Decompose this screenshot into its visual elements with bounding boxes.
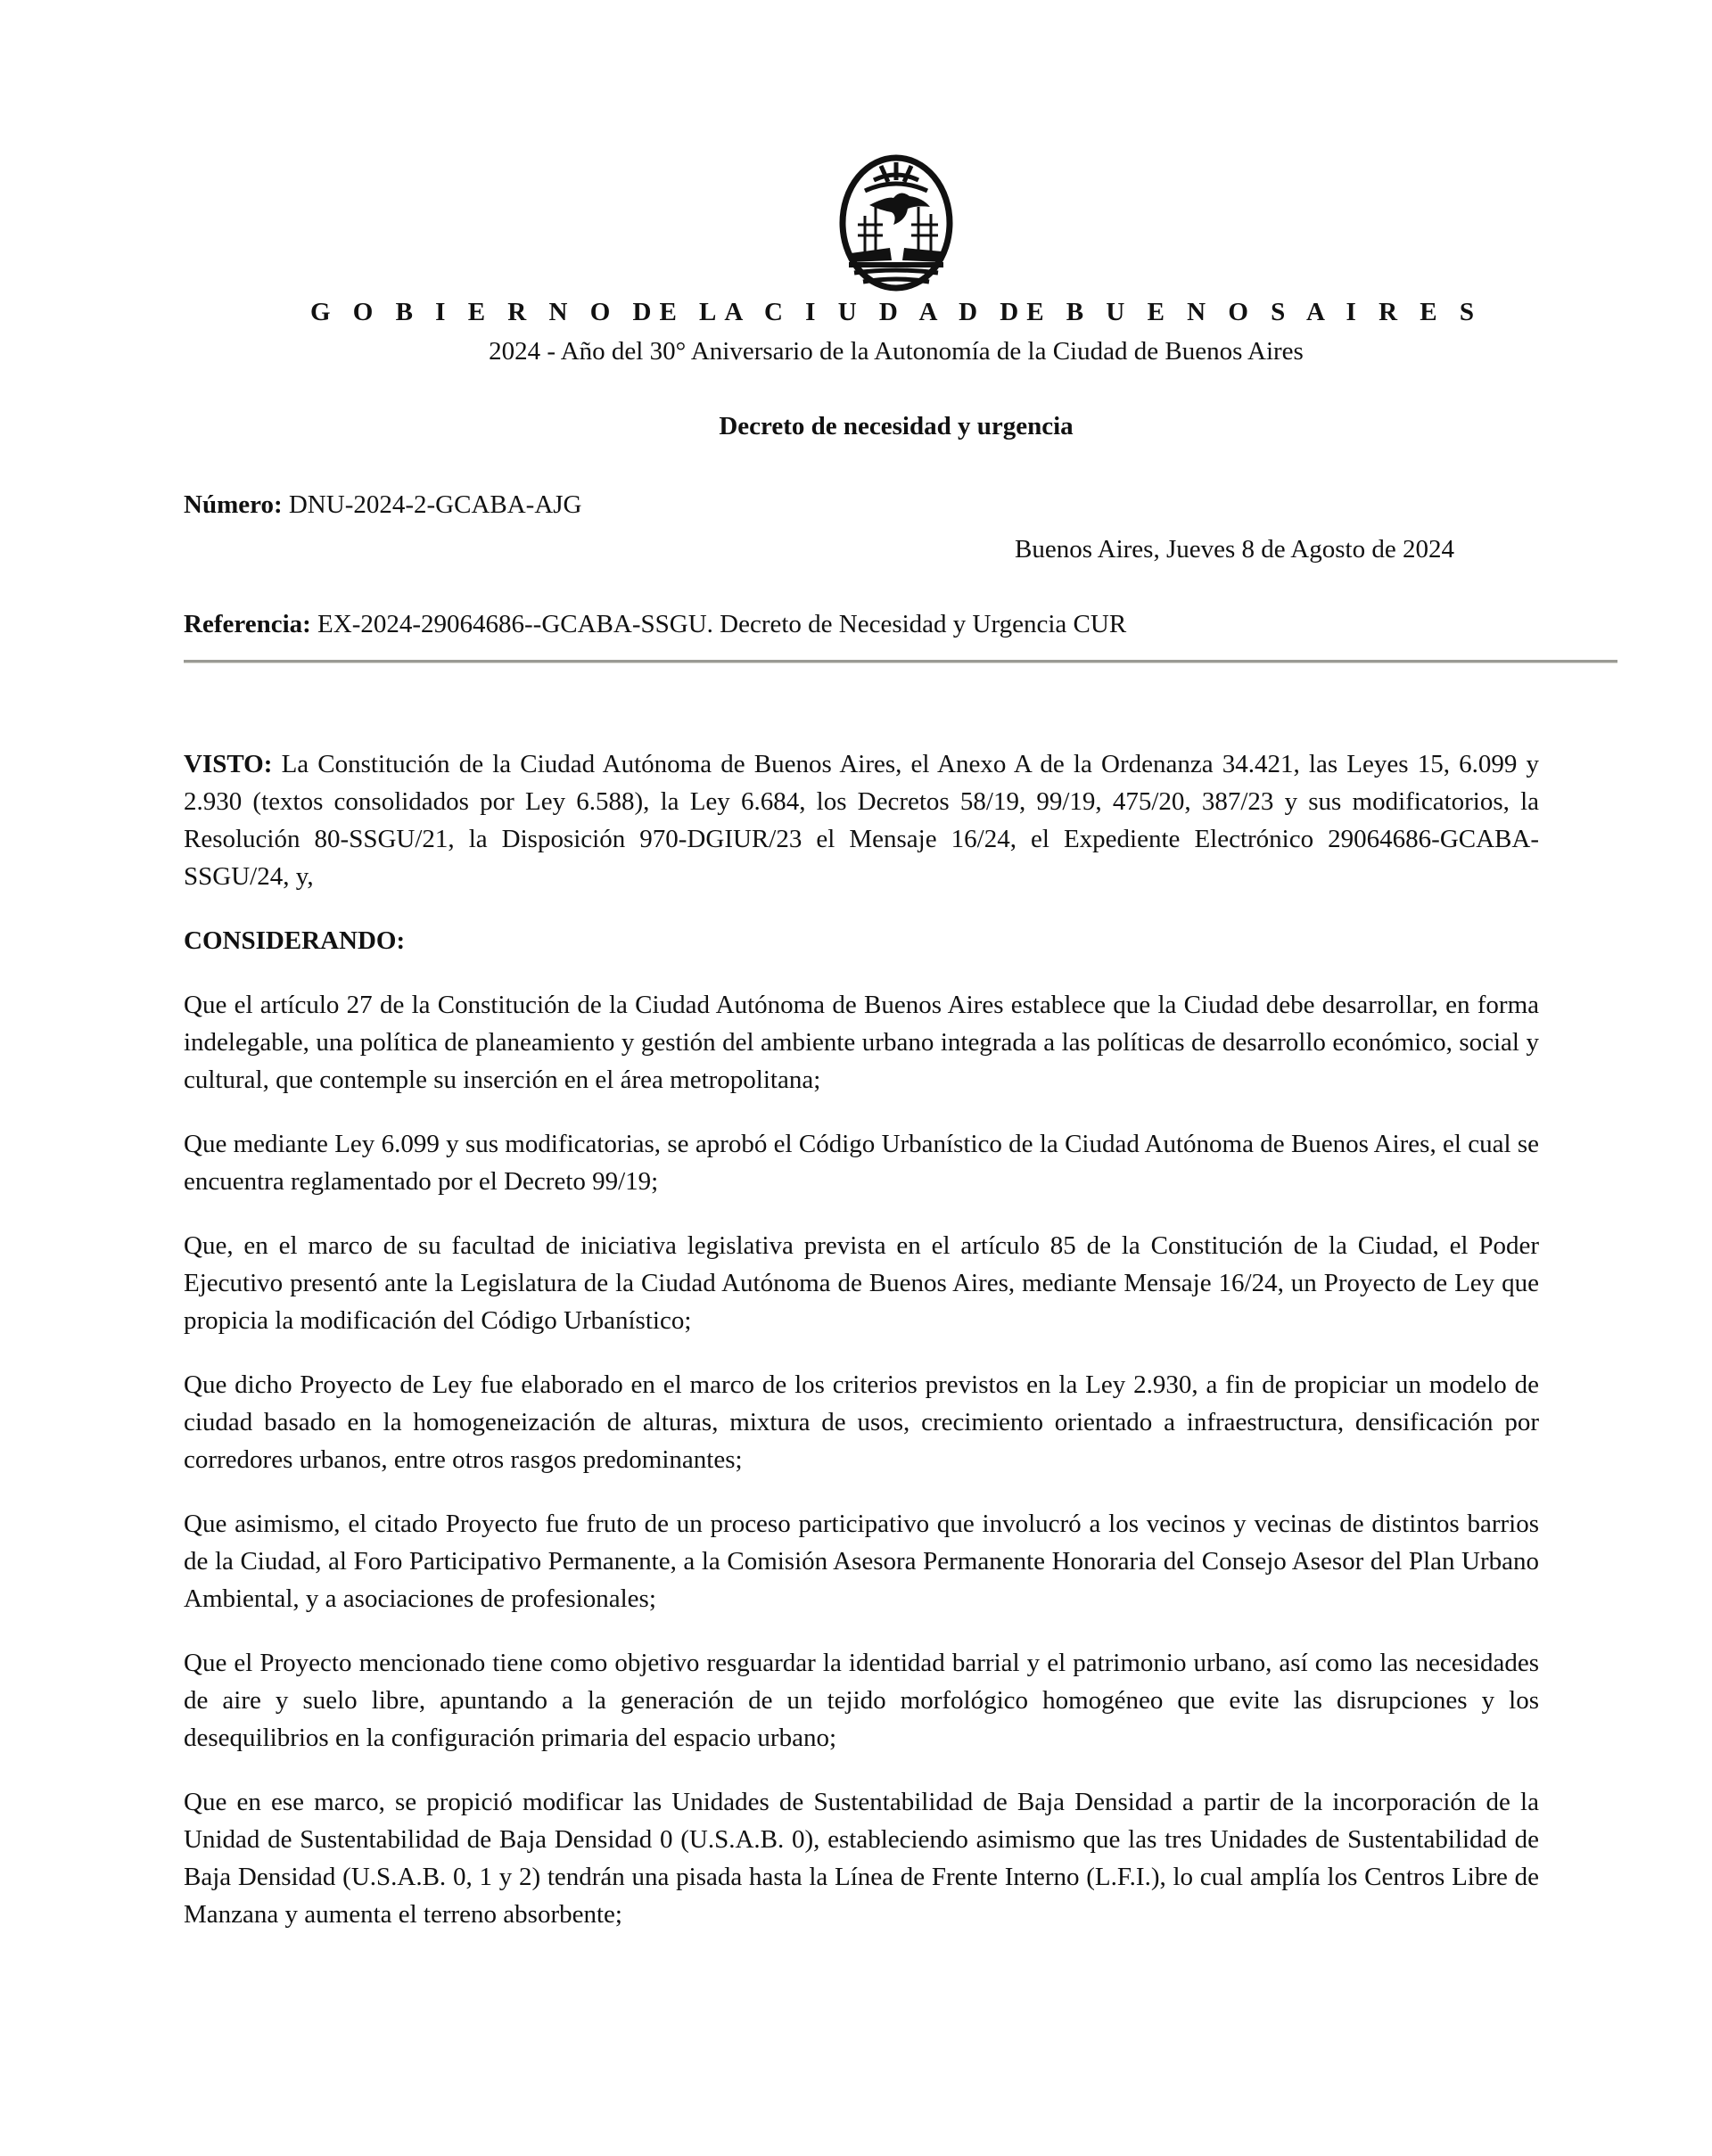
government-header: G O B I E R N O DE LA C I U D A D DE B U E N O S A I R E S: [309, 298, 1483, 326]
considerando-paragraph: Que en ese marco, se propició modificar las Unidades de Sustentabilidad de Baja Densidad a partir de la incorporación de la Unidad de Sustentabilidad de Baja Densidad 0 (U.S.A.B. 0), estableciendo asimismo que las tres Unidades de Sustentabilidad de Baja Densidad (U.S.A.B. 0, 1 y 2) tendrán una pisada hasta la Línea de Frente Interno (L.F.I.), lo cual amplía los Centros Libre de Manzana y aumenta el terreno absorbente;: [184, 1788, 1539, 1929]
decree-number: [184, 490, 582, 520]
numero-value: DNU-2024-2-GCABA-AJG: [288, 490, 582, 519]
visto-paragraph: [184, 745, 1539, 895]
numero-label: Número:: [184, 490, 283, 519]
considerando-label: CONSIDERANDO:: [184, 926, 406, 955]
considerando-paragraph: Que el artículo 27 de la Constitución de la Ciudad Autónoma de Buenos Aires establece que la Ciudad debe desarrollar, en forma indelegable, una política de planeamiento y gestión del ambiente urbano integrada a las políticas de desarrollo económico, social y cultural, que contemple su inserción en el área metropolitana;: [184, 991, 1539, 1094]
referencia-value: EX-2024-29064686--GCABA-SSGU. Decreto de Necesidad y Urgencia CUR: [317, 610, 1127, 638]
considerando-paragraph: Que el Proyecto mencionado tiene como objetivo resguardar la identidad barrial y el patrimonio urbano, así como las necesidades de aire y suelo libre, apuntando a la generación de un tejido morfológico homogéneo que evite las disrupciones y los desequilibrios en la configuración primaria del espacio urbano;: [184, 1649, 1539, 1752]
visto-label: VISTO:: [184, 750, 273, 778]
separator-line: [184, 660, 1617, 663]
reference: [184, 610, 1126, 639]
document-body: [184, 745, 1539, 1960]
date: Jueves 8 de Agosto de 2024: [1165, 535, 1454, 564]
visto-text: La Constitución de la Ciudad Autónoma de Buenos Aires, el Anexo A de la Ordenanza 34.421, las Leyes 15, 6.099 y 2.930 (textos consolidados por Ley 6.588), la Ley 6.684, los Decretos 58/19, 99/19, 475/20, 387/23 y sus modificatorios, la Resolución 80-SSGU/21, la Disposición 970-DGIUR/23 el Mensaje 16/24, el Expediente Electrónico 29064686-GCABA-SSGU/24, y,: [184, 750, 1540, 891]
considerando-paragraph: Que dicho Proyecto de Ley fue elaborado en el marco de los criterios previstos en la Ley 2.930, a fin de propiciar un modelo de ciudad basado en la homogeneización de alturas, mixtura de usos, crecimiento orientado a infraestructura, densificación por corredores urbanos, entre otros rasgos predominantes;: [184, 1370, 1539, 1474]
referencia-label: Referencia:: [184, 610, 311, 638]
year-motto: 2024 - Año del 30° Aniversario de la Autonomía de la Ciudad de Buenos Aires: [489, 337, 1304, 366]
city-seal-icon: [838, 153, 954, 292]
considerando-paragraph: Que, en el marco de su facultad de iniciativa legislativa prevista en el artículo 85 de la Constitución de la Ciudad, el Poder Ejecutivo presentó ante la Legislatura de la Ciudad Autónoma de Buenos Aires, mediante Mensaje 16/24, un Proyecto de Ley que propicia la modificación del Código Urbanístico;: [184, 1231, 1539, 1335]
place: Buenos Aires,: [1015, 535, 1160, 564]
considerando-heading: [184, 922, 1539, 959]
considerando-paragraph: Que mediante Ley 6.099 y sus modificatorias, se aprobó el Código Urbanístico de la Ciudad Autónoma de Buenos Aires, el cual se encuentra reglamentado por el Decreto 99/19;: [184, 1130, 1539, 1196]
considerando-paragraph: Que asimismo, el citado Proyecto fue fruto de un proceso participativo que involucró a los vecinos y vecinas de distintos barrios de la Ciudad, al Foro Participativo Permanente, a la Comisión Asesora Permanente Honoraria del Consejo Asesor del Plan Urbano Ambiental, y a asociaciones de profesionales;: [184, 1510, 1539, 1613]
place-date: [1015, 535, 1454, 564]
document-type-title: Decreto de necesidad y urgencia: [719, 412, 1074, 440]
